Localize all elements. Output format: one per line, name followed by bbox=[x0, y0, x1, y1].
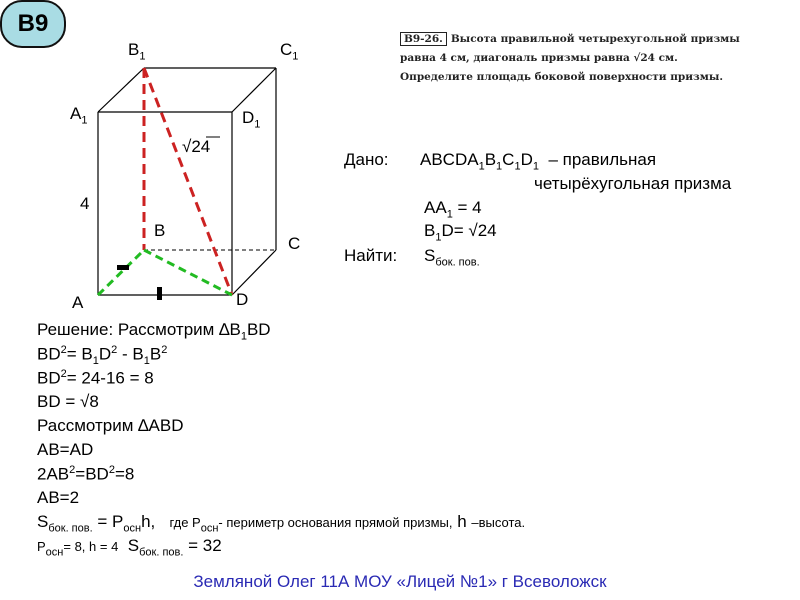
label-a: A bbox=[72, 293, 84, 312]
solution-line-9: $S_{бок. пов.} = P_{осн}h$, где $P_{осн}-$ периметр основания прямой призмы, h –высота. bbox=[37, 512, 526, 535]
equal-mark-ab bbox=[117, 265, 129, 270]
problem-id: B9-26. bbox=[400, 32, 447, 46]
solution-line-10: $P_{осн}= 8$, h = 4 $S_{бок. пов.} = 32$ bbox=[37, 536, 222, 559]
edge-d-c bbox=[232, 250, 276, 295]
given-b1d: $B_1D= √24$ bbox=[424, 221, 497, 244]
given-label: Дано: bbox=[344, 150, 389, 169]
label-d1: $D_1$ bbox=[242, 108, 261, 131]
label-c: C bbox=[288, 234, 301, 253]
label-a1: $A_1$ bbox=[70, 104, 88, 127]
solution-line-8: AB=2 bbox=[37, 488, 80, 507]
find-label: Найти: bbox=[344, 246, 398, 265]
label-edge-height: 4 bbox=[80, 194, 90, 213]
label-diagonal: √24 bbox=[182, 137, 211, 156]
slide-badge: B9 bbox=[0, 0, 66, 48]
label-c1: $C_1$ bbox=[280, 40, 299, 63]
edge-a1-b1 bbox=[98, 68, 144, 112]
solution-line-5: Рассмотрим ∆ABD bbox=[37, 416, 184, 435]
solution-line-6: AB=AD bbox=[37, 440, 94, 459]
given-prism: $ABCDA_1B_1C_1D_1$ – правильная bbox=[420, 150, 657, 173]
problem-text: Высота правильной четырехугольной призмы равна 4 см, диагональ призмы равна √24 см. Определите площадь боковой поверхности призмы. bbox=[400, 33, 740, 83]
solution-line-1: Решение: Рассмотрим $\Delta B_1BD$ bbox=[37, 320, 271, 343]
author-footer: Земляной Олег 11А МОУ «Лицей №1» г Всеволожск bbox=[193, 572, 607, 591]
solution-line-4: BD = √8 bbox=[37, 392, 99, 411]
equal-mark-ad bbox=[157, 287, 162, 300]
problem-statement bbox=[400, 30, 745, 87]
label-b1: $B_1$ bbox=[128, 40, 146, 63]
find-value: $S_{бок. пов.}$ bbox=[424, 246, 480, 269]
hidden-edge-a-b bbox=[98, 250, 144, 295]
diagonal-b1-d bbox=[144, 68, 232, 295]
given-prism-desc: четырёхугольная призма bbox=[534, 174, 732, 193]
solution-line-2: $BD^2= B_1D^2 - B_1B^2$ bbox=[37, 344, 168, 368]
solution-line-3: $BD^2= 24-16 = 8$ bbox=[37, 368, 154, 388]
solution-line-7: $2AB^2=BD^2=8$ bbox=[37, 464, 135, 484]
edge-d1-c1 bbox=[232, 68, 276, 112]
given-aa1: $AA_1 = 4$ bbox=[424, 198, 482, 221]
label-b: B bbox=[154, 221, 166, 240]
label-d: D bbox=[236, 290, 249, 309]
